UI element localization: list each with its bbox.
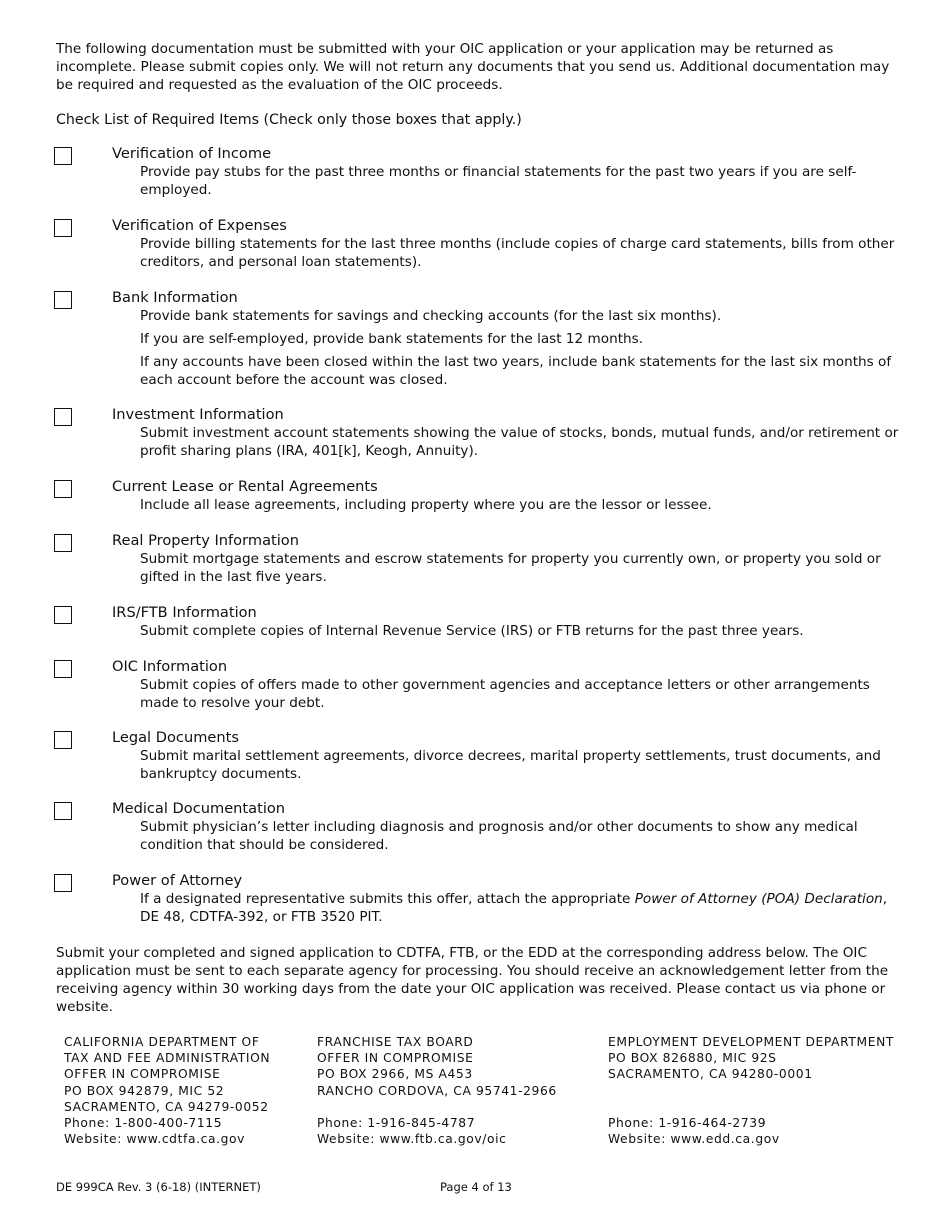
phone-number: Phone: 1-916-845-4787: [317, 1116, 476, 1131]
item-paragraph: Submit investment account statements showing the value of stocks, bonds, mutual funds, and/or retirement or profit sharing plans (IRA, 401[k], Keogh, Annuity).: [140, 425, 899, 459]
poa-declaration-title: Power of Attorney (POA) Declaration: [634, 891, 883, 907]
poa-text-after: , DE 48, CDTFA-392, or FTB 3520 PIT.: [140, 891, 888, 925]
website-link[interactable]: Website: www.cdtfa.ca.gov: [64, 1132, 245, 1147]
phone-number: Phone: 1-916-464-2739: [608, 1116, 767, 1131]
item-description: [140, 496, 900, 514]
item-title: Bank Information: [112, 289, 238, 306]
item-description: [140, 747, 900, 783]
item-paragraph: [140, 890, 900, 926]
checkbox-oic-information[interactable]: [54, 660, 72, 678]
item-title: Verification of Expenses: [112, 217, 287, 234]
address-line: SACRAMENTO, CA 94279-0052: [64, 1099, 269, 1114]
address-line: OFFER IN COMPROMISE: [64, 1067, 221, 1082]
item-description: [140, 818, 900, 854]
item-description: [140, 235, 900, 271]
item-description: [140, 676, 900, 712]
item-paragraph: If you are self-employed, provide bank statements for the last 12 months.: [140, 331, 644, 347]
item-title: Investment Information: [112, 406, 284, 423]
address-line: OFFER IN COMPROMISE: [317, 1051, 474, 1066]
address-line: PO BOX 826880, MIC 92S: [608, 1051, 777, 1066]
address-line: TAX AND FEE ADMINISTRATION: [64, 1051, 271, 1066]
checkbox-medical-documentation[interactable]: [54, 802, 72, 820]
item-paragraph: Include all lease agreements, including property where you are the lessor or lessee.: [140, 497, 712, 513]
address-line: PO BOX 2966, MS A453: [317, 1067, 473, 1082]
item-paragraph: Provide billing statements for the last three months (include copies of charge card statements, bills from other creditors, and personal loan statements).: [140, 236, 895, 270]
checkbox-power-of-attorney[interactable]: [54, 874, 72, 892]
item-description: [140, 622, 900, 640]
item-description: [140, 550, 900, 586]
checklist-title: Check List of Required Items (Check only those boxes that apply.): [56, 112, 522, 128]
website-link[interactable]: Website: www.edd.ca.gov: [608, 1132, 780, 1147]
item-title: IRS/FTB Information: [112, 604, 257, 621]
checkbox-investment-information[interactable]: [54, 408, 72, 426]
item-title: Power of Attorney: [112, 872, 243, 889]
address-line: EMPLOYMENT DEVELOPMENT DEPARTMENT: [608, 1035, 894, 1049]
form-identifier: DE 999CA Rev. 3 (6-18) (INTERNET): [56, 1180, 261, 1194]
address-block-cdtfa: [64, 1034, 270, 1147]
intro-paragraph: The following documentation must be submitted with your OIC application or your application may be returned as incomplete. Please submit copies only. We will not return any documents that you send us. Additional documentation may be required and requested as the evaluation of the OIC proceeds.: [56, 41, 890, 93]
website-link[interactable]: Website: www.ftb.ca.gov/oic: [317, 1132, 507, 1147]
item-title: Current Lease or Rental Agreements: [112, 478, 378, 495]
item-description: [140, 890, 900, 926]
checkbox-verification-of-expenses[interactable]: [54, 219, 72, 237]
item-paragraph: Submit physician’s letter including diagnosis and prognosis and/or other documents to show any medical condition that should be considered.: [140, 819, 858, 853]
address-block-edd: [608, 1034, 894, 1147]
address-line: FRANCHISE TAX BOARD: [317, 1035, 474, 1049]
item-title: OIC Information: [112, 658, 228, 675]
address-line: PO BOX 942879, MIC 52: [64, 1083, 225, 1098]
checkbox-verification-of-income[interactable]: [54, 147, 72, 165]
item-paragraph: Submit mortgage statements and escrow statements for property you currently own, or property you sold or gifted in the last five years.: [140, 551, 881, 585]
address-line: CALIFORNIA DEPARTMENT OF: [64, 1035, 260, 1049]
address-line: SACRAMENTO, CA 94280-0001: [608, 1067, 813, 1082]
item-title: Real Property Information: [112, 532, 299, 549]
page-number: Page 4 of 13: [440, 1180, 512, 1194]
item-title: Legal Documents: [112, 729, 239, 746]
address-line: RANCHO CORDOVA, CA 95741-2966: [317, 1083, 557, 1098]
item-title: Verification of Income: [112, 145, 272, 162]
checkbox-legal-documents[interactable]: [54, 731, 72, 749]
item-paragraph: Provide bank statements for savings and checking accounts (for the last six months).: [140, 308, 722, 324]
item-paragraph: Submit copies of offers made to other government agencies and acceptance letters or other arrangements made to resolve your debt.: [140, 677, 870, 711]
checkbox-irs-ftb-information[interactable]: [54, 606, 72, 624]
checkbox-real-property-information[interactable]: [54, 534, 72, 552]
item-paragraph: Submit marital settlement agreements, divorce decrees, marital property settlements, trust documents, and bankruptcy documents.: [140, 748, 881, 782]
item-paragraph: If any accounts have been closed within the last two years, include bank statements for the last six months of each account before the account was closed.: [140, 354, 892, 388]
item-paragraph: Submit complete copies of Internal Revenue Service (IRS) or FTB returns for the past three years.: [140, 623, 804, 639]
checkbox-bank-information[interactable]: [54, 291, 72, 309]
item-paragraph: Provide pay stubs for the past three months or financial statements for the past two years if you are self-employed.: [140, 164, 857, 198]
submit-instructions: Submit your completed and signed application to CDTFA, FTB, or the EDD at the corresponding address below. The OIC application must be sent to each separate agency for processing. You should receive an acknowledgement letter from the receiving agency within 30 working days from the date your OIC application was received. Please contact us via phone or website.: [56, 945, 889, 1015]
poa-text-before: If a designated representative submits this offer, attach the appropriate: [140, 891, 635, 907]
address-block-ftb: [317, 1034, 557, 1147]
checkbox-current-lease[interactable]: [54, 480, 72, 498]
item-description: [140, 424, 900, 460]
phone-number: Phone: 1-800-400-7115: [64, 1116, 223, 1131]
item-title: Medical Documentation: [112, 800, 286, 817]
item-description: [140, 307, 900, 389]
item-description: [140, 163, 900, 199]
